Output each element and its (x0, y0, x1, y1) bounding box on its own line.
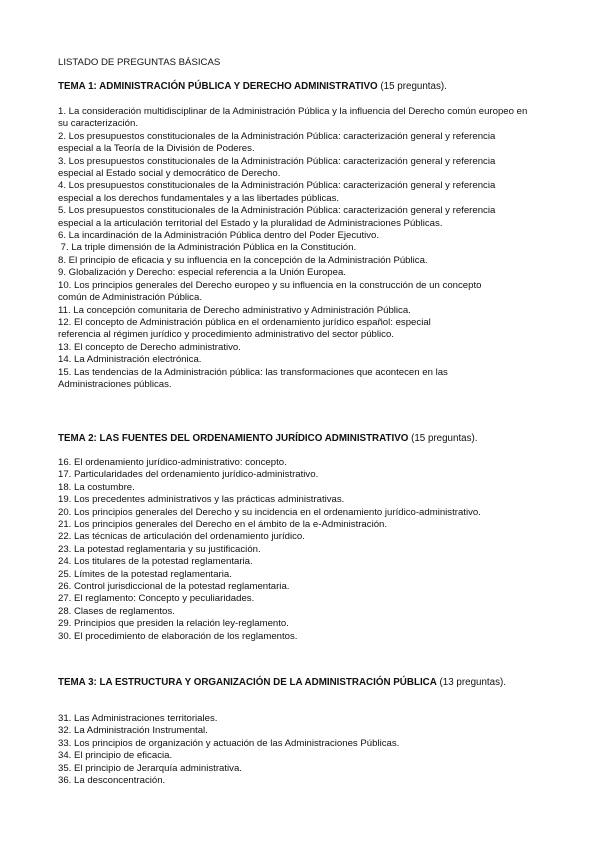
list-item: 16. El ordenamiento jurídico-administrativo: concepto. (58, 457, 287, 468)
list-item: 5. Los presupuestos constitucionales de la Administración Pública: caracterización general y referencia especial a la articulación territorial del Estado y la pluralidad de Administraciones Públicas. (58, 205, 496, 229)
section-heading-tema-1 (58, 81, 447, 93)
list-item: 26. Control jurisdiccional de la potestad reglamentaria. (58, 581, 290, 593)
list-item: 17. Particularidades del ordenamiento jurídico-administrativo. (58, 469, 319, 481)
list-item: 21. Los principios generales del Derecho en el ámbito de la e-Administración. (58, 519, 388, 531)
list-item: 32. La Administración Instrumental. (58, 725, 208, 737)
list-item: 8. El principio de eficacia y su influencia en la concepción de la Administración Pública. (58, 254, 428, 266)
list-item: 10. Los principios generales del Derecho europeo y su influencia en la construcción de un concepto común de Administración Pública. (58, 279, 482, 304)
section-note: (15 preguntas). (377, 81, 447, 92)
list-item: 19. Los precedentes administrativos y las prácticas administrativas. (58, 494, 345, 506)
list-item: 29. Principios que presiden la relación ley-reglamento. (58, 618, 289, 630)
list-item: 34. El principio de eficacia. (58, 750, 173, 762)
list-item: 6. La incardinación de la Administración Pública dentro del Poder Ejecutivo. (58, 230, 380, 242)
list-item: 24. Los titulares de la potestad reglamentaria. (58, 556, 253, 568)
section-note: (15 preguntas). (408, 433, 478, 444)
list-item: 15. Las tendencias de la Administración pública: las transformaciones que acontecen en las Administraciones públicas. (58, 366, 448, 390)
section-heading-tema-2 (58, 433, 478, 445)
list-item: 18. La costumbre. (58, 481, 135, 493)
list-item: 1. La consideración multidisciplinar de la Administración Pública y la influencia del Derecho común europeo en su caracterización. (58, 106, 528, 130)
question-list-tema-1 (58, 106, 528, 391)
section-title: TEMA 3: LA ESTRUCTURA Y ORGANIZACIÓN DE LA ADMINISTRACIÓN PÚBLICA (58, 677, 437, 688)
list-item: 33. Los principios de organización y actuación de las Administraciones Públicas. (58, 737, 400, 749)
list-item: 36. La desconcentración. (58, 775, 166, 787)
section-title: TEMA 2: LAS FUENTES DEL ORDENAMIENTO JURÍDICO ADMINISTRATIVO (58, 433, 409, 444)
list-item: 25. Límites de la potestad reglamentaria. (58, 568, 232, 580)
section-heading-tema-3 (58, 677, 528, 689)
list-item: 14. La Administración electrónica. (58, 354, 202, 366)
list-item: 12. El concepto de Administración pública en el ordenamiento jurídico español: especial referencia al régimen jurídico y procedimiento administrativo del sector público. (58, 316, 431, 341)
list-item: 11. La concepción comunitaria de Derecho administrativo y Administración Pública. (58, 304, 411, 316)
list-item: 22. Las técnicas de articulación del ordenamiento jurídico. (58, 531, 305, 543)
list-item: 3. Los presupuestos constitucionales de la Administración Pública: caracterización general y referencia especial al Estado social y democrático de Derecho. (58, 155, 496, 180)
list-item: 23. La potestad reglamentaria y su justificación. (58, 543, 261, 555)
list-item: 30. El procedimiento de elaboración de los reglamentos. (58, 630, 298, 642)
list-item: 7. La triple dimensión de la Administración Pública en la Constitución. (58, 242, 357, 254)
list-item: 2. Los presupuestos constitucionales de la Administración Pública: caracterización general y referencia especial a la Teoría de la División de Poderes. (58, 130, 496, 155)
list-item: 31. Las Administraciones territoriales. (58, 713, 218, 724)
question-list-tema-2 (58, 457, 528, 643)
section-title: TEMA 1: ADMINISTRACIÓN PÚBLICA Y DERECHO ADMINISTRATIVO (58, 81, 378, 92)
question-list-tema-3 (58, 713, 528, 787)
list-item: 9. Globalización y Derecho: especial referencia a la Unión Europea. (58, 267, 346, 279)
section-note: (13 preguntas). (436, 677, 506, 688)
list-item: 20. Los principios generales del Derecho y su incidencia en el ordenamiento jurídico-administrativo. (58, 506, 481, 518)
document-title: LISTADO DE PREGUNTAS BÁSICAS (58, 57, 221, 68)
list-item: 13. El concepto de Derecho administrativo. (58, 341, 241, 353)
list-item: 27. El reglamento: Concepto y peculiaridades. (58, 593, 255, 605)
list-item: 35. El principio de Jerarquía administrativa. (58, 762, 242, 774)
list-item: 28. Clases de reglamentos. (58, 605, 175, 617)
list-item: 4. Los presupuestos constitucionales de la Administración Pública: caracterización general y referencia especial a los derechos fundamentales y a las libertades públicas. (58, 180, 496, 204)
